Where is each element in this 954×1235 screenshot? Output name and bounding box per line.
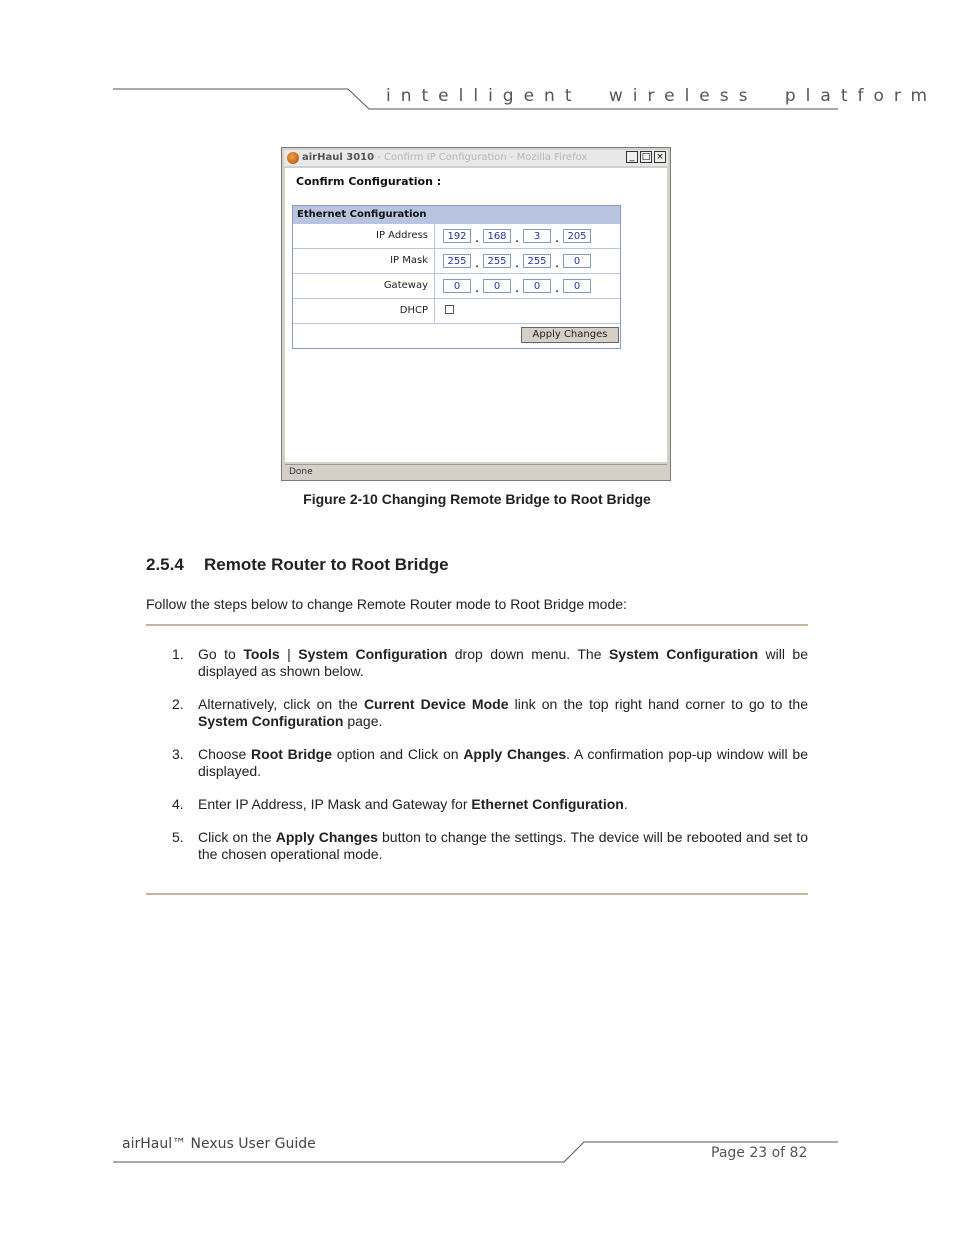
ip-address-octet-1[interactable]: 192: [443, 229, 471, 243]
list-item: [172, 829, 808, 863]
dhcp-row: [293, 298, 620, 323]
list-item: [172, 696, 808, 730]
firefox-icon: [287, 152, 299, 164]
ip-mask-octet-4[interactable]: 0: [563, 254, 591, 268]
maximize-icon[interactable]: □: [641, 152, 651, 162]
section-title: Remote Router to Root Bridge: [204, 555, 449, 574]
header-tagline: intelligent wireless platform: [386, 86, 938, 106]
divider-bottom: [146, 893, 808, 895]
step-emphasis: System Configuration: [608, 646, 759, 662]
steps-list: [172, 646, 808, 879]
gateway-label: Gateway: [293, 274, 435, 298]
step-number: 4.: [172, 796, 184, 812]
apply-row: [293, 323, 620, 348]
window-title-app: airHaul 3010: [302, 152, 375, 163]
ip-mask-row: [293, 248, 620, 273]
ip-mask-octet-3[interactable]: 255: [523, 254, 551, 268]
gateway-octet-4[interactable]: 0: [563, 279, 591, 293]
step-text: Go to: [198, 646, 244, 662]
step-emphasis: Apply Changes: [275, 829, 378, 845]
dhcp-label: DHCP: [293, 299, 435, 323]
step-text: . A confirmation pop-up window will be displayed.: [198, 746, 808, 779]
step-text: Alternatively, click on the: [198, 696, 364, 712]
ethernet-config-table: [292, 205, 621, 349]
step-emphasis: System Configuration: [298, 646, 448, 662]
step-emphasis: Current Device Mode: [363, 696, 509, 712]
status-bar: [285, 464, 667, 479]
gateway-octet-2[interactable]: 0: [483, 279, 511, 293]
section-heading: [146, 555, 449, 575]
ip-address-label: IP Address: [293, 224, 435, 248]
step-emphasis: Apply Changes: [463, 746, 567, 762]
divider-top: [146, 624, 808, 626]
octet-separator: .: [515, 258, 519, 270]
ip-address-octet-4[interactable]: 205: [563, 229, 591, 243]
step-number: 3.: [172, 746, 184, 762]
step-text: option and Click on: [332, 746, 464, 762]
ethernet-config-header: Ethernet Configuration: [293, 206, 620, 223]
octet-separator: .: [555, 283, 559, 295]
window-title-rest: - Confirm IP Configuration - Mozilla Firefox: [374, 152, 588, 163]
footer-page-number: Page 23 of 82: [711, 1145, 808, 1161]
ip-mask-octet-2[interactable]: 255: [483, 254, 511, 268]
step-emphasis: Tools: [243, 646, 280, 662]
list-item: [172, 796, 808, 813]
gateway-octet-1[interactable]: 0: [443, 279, 471, 293]
step-text: |: [279, 646, 299, 662]
dhcp-checkbox[interactable]: [445, 305, 454, 314]
step-text: will be displayed as shown below.: [198, 646, 808, 679]
gateway-row: [293, 273, 620, 298]
step-text: Choose: [198, 746, 252, 762]
step-text: drop down menu. The: [447, 646, 609, 662]
window-content: [285, 168, 667, 462]
octet-separator: .: [515, 283, 519, 295]
step-text: link on the top right hand corner to go to the: [508, 696, 808, 712]
list-item: [172, 646, 808, 680]
step-emphasis: Ethernet Configuration: [471, 796, 624, 812]
ip-address-octet-2[interactable]: 168: [483, 229, 511, 243]
status-text: Done: [289, 467, 313, 477]
step-text: Enter IP Address, IP Mask and Gateway for: [198, 796, 472, 812]
close-icon[interactable]: ×: [654, 151, 666, 163]
confirm-heading: Confirm Configuration :: [296, 175, 442, 188]
step-text: page.: [343, 713, 383, 729]
list-item: [172, 746, 808, 780]
ip-address-row: [293, 223, 620, 248]
step-number: 5.: [172, 829, 184, 845]
octet-separator: .: [475, 258, 479, 270]
step-number: 1.: [172, 646, 184, 662]
octet-separator: .: [475, 283, 479, 295]
step-text: Click on the: [198, 829, 276, 845]
ip-mask-label: IP Mask: [293, 249, 435, 273]
step-text: .: [623, 796, 628, 812]
octet-separator: .: [515, 233, 519, 245]
step-text: button to change the settings. The device will be rebooted and set to the chosen operational mode.: [198, 829, 808, 862]
step-emphasis: System Configuration: [198, 713, 344, 729]
figure-caption: Figure 2-10 Changing Remote Bridge to Root Bridge: [303, 491, 651, 507]
step-emphasis: Root Bridge: [251, 746, 333, 762]
footer-guide-title: airHaul™ Nexus User Guide: [122, 1136, 316, 1152]
section-number: 2.5.4: [146, 555, 184, 574]
ip-address-octet-3[interactable]: 3: [523, 229, 551, 243]
window-title-bar: [284, 150, 668, 166]
gateway-octet-3[interactable]: 0: [523, 279, 551, 293]
minimize-icon[interactable]: _: [626, 151, 638, 163]
ip-mask-octet-1[interactable]: 255: [443, 254, 471, 268]
browser-window-screenshot: [281, 147, 671, 481]
intro-paragraph: Follow the steps below to change Remote Router mode to Root Bridge mode:: [146, 596, 627, 612]
step-number: 2.: [172, 696, 184, 712]
apply-changes-button[interactable]: Apply Changes: [521, 327, 619, 343]
octet-separator: .: [555, 233, 559, 245]
octet-separator: .: [555, 258, 559, 270]
octet-separator: .: [475, 233, 479, 245]
